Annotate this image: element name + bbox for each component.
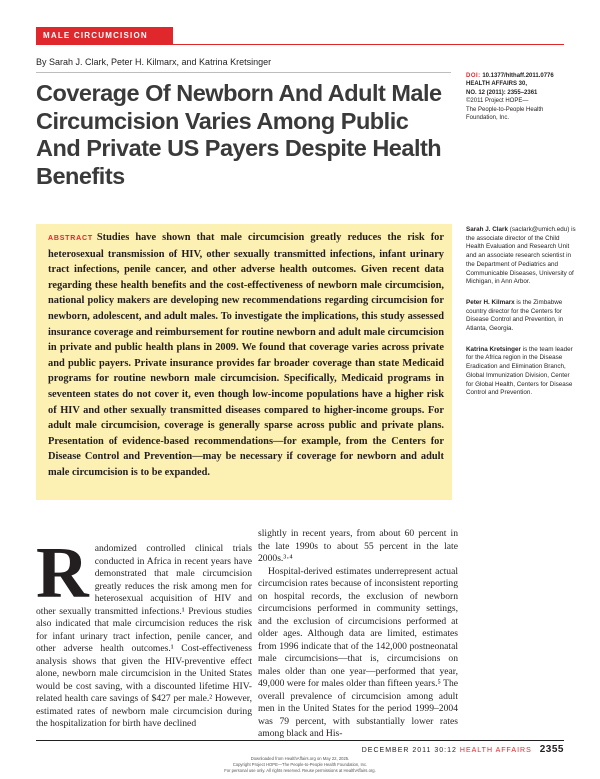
bio-peter-kilmarx — [466, 299, 578, 334]
running-footer — [330, 744, 564, 755]
download-line-2: Copyright Project HOPE—The People-to-People Health Foundation, Inc. — [232, 762, 368, 767]
abstract-box — [36, 224, 452, 500]
copyright-line-3: Foundation, Inc. — [466, 115, 510, 122]
copyright-line-1: ©2011 Project HOPE— — [466, 98, 529, 105]
bio-text: (saclark@umich.edu) is the associate director of the Child Health Evaluation and Research Unit and an associate research scientist in the Department of Pediatrics and Communicable Diseases, University of Michigan, in Ann Arbor. — [466, 226, 576, 286]
bio-name: Katrina Kretsinger — [466, 345, 521, 353]
top-rule — [36, 44, 564, 45]
footer-volume: 30:12 — [434, 747, 457, 754]
abstract-label: ABSTRACT — [48, 235, 93, 242]
body-column-1 — [36, 532, 252, 731]
bio-sarah-clark — [466, 226, 578, 287]
doi-line — [466, 72, 576, 80]
body-paragraph: Hospital-derived estimates underrepresent actual circumcision rates because of inconsistent reporting on hospital records, the exclusion of newborn circumcisions performed in community settings, and the exclusion of circumcisions performed at older ages. Although data are limited, estimates from 1996 indicate that of the 142,000 postneonatal male circumcisions—that is, circumcisions on males older than one year—performed that year, 49,000 were for males older than fifteen years.⁵ The overall prevalence of circumcision among adult men in the United States for the period 1999–2004 was 79 percent, with substantially lower rates among black and His- — [258, 565, 458, 739]
bio-text: is the Zimbabwe country director for the Centers for Disease Control and Prevention, in Atlanta, Georgia. — [466, 298, 564, 333]
bio-name: Peter H. Kilmarx — [466, 298, 515, 306]
issue-line: NO. 12 (2011): 2355–2361 — [466, 89, 538, 96]
bio-text: is the team leader for the Africa region in the Disease Eradication and Elimination Branch, Global Immunization Division, Center for Global Health, Centers for Disease Control and Prevention. — [466, 345, 573, 397]
bio-katrina-kretsinger — [466, 346, 578, 398]
body-text: andomized controlled clinical trials conducted in Africa in recent years have demonstrated that male circumcision greatly reduces the risk among men for heterosexual acquisition of HIV and other sexually transmitted infections.¹ Previous studies also indicated that male circumcision reduces the risk for infant urinary tract infection, penile cancer, and other adverse health outcomes.¹ Cost-effectiveness analysis shows that given the HIV-preventive effect alone, newborn male circumcision in the United States would be cost saving, with a discounted lifetime HIV-related health care savings of $427 per male.² However, estimated rates of newborn male circumcision during the hospitalization for birth have declined — [36, 543, 252, 729]
author-bios — [466, 226, 578, 410]
doi-block — [466, 72, 576, 122]
download-line-1: Downloaded from HealthAffairs.org on May 22, 2025. — [250, 756, 350, 761]
body-paragraph: slightly in recent years, from about 60 percent in the late 1990s to about 55 percent in the late 2000s.³·⁴ — [258, 528, 458, 564]
page-number: 2355 — [539, 744, 564, 755]
doi-label: DOI: — [466, 73, 481, 79]
body-column-2 — [258, 528, 458, 741]
doi-value[interactable]: 10.1377/hlthaff.2011.0776 — [482, 73, 554, 79]
download-note — [150, 756, 450, 774]
journal-line: HEALTH AFFAIRS 30, — [466, 81, 528, 88]
author-line: By Sarah J. Clark, Peter H. Kilmarx, and Katrina Kretsinger — [36, 57, 272, 67]
footer-rule — [36, 740, 564, 741]
author-rule — [36, 72, 451, 73]
section-label: MALE CIRCUMCISION — [36, 27, 173, 44]
abstract-paragraph — [48, 230, 444, 481]
drop-cap: R — [36, 532, 89, 613]
abstract-text: Studies have shown that male circumcision greatly reduces the risk for heterosexual transmission of HIV, other sexually transmitted infections, infant urinary tract infections, penile cancer, and other adverse health outcomes. Given recent data regarding these health benefits and the cost-effectiveness of newborn male circumcision, national policy makers are developing new recommendations regarding circumcision for newborn, adolescent, and adult males. To investigate the implications, this study assessed insurance coverage and reimbursement for routine newborn and adult male circumcision in private and public health plans in 2009. We found that coverage varies across private and public payers. Private insurance provides far broader coverage than state Medicaid programs for routine newborn male circumcision. Specifically, Medicaid programs in seventeen states do not cover it, even though low-income populations have a higher risk of HIV and other sexually transmitted diseases compared to higher-income groups. For adult male circumcision, coverage is generally sparse across public and private plans. Presentation of evidence-based recommendations—for example, from the Centers for Disease Control and Prevention—may be necessary if coverage for newborn and adult male circumcision is to be expanded. — [48, 232, 444, 478]
body-paragraph — [36, 532, 252, 731]
bio-name: Sarah J. Clark — [466, 226, 509, 233]
download-line-3: For personal use only. All rights reserved. Reuse permissions at HealthAffairs.org. — [224, 768, 376, 773]
copyright-line-2: The People-to-People Health — [466, 106, 544, 113]
footer-journal: HEALTH AFFAIRS — [459, 747, 532, 754]
article-title: Coverage Of Newborn And Adult Male Circumcision Varies Among Public And Private US Payers Despite Health Benefits — [36, 80, 442, 189]
footer-date: DECEMBER 2011 — [361, 747, 432, 754]
